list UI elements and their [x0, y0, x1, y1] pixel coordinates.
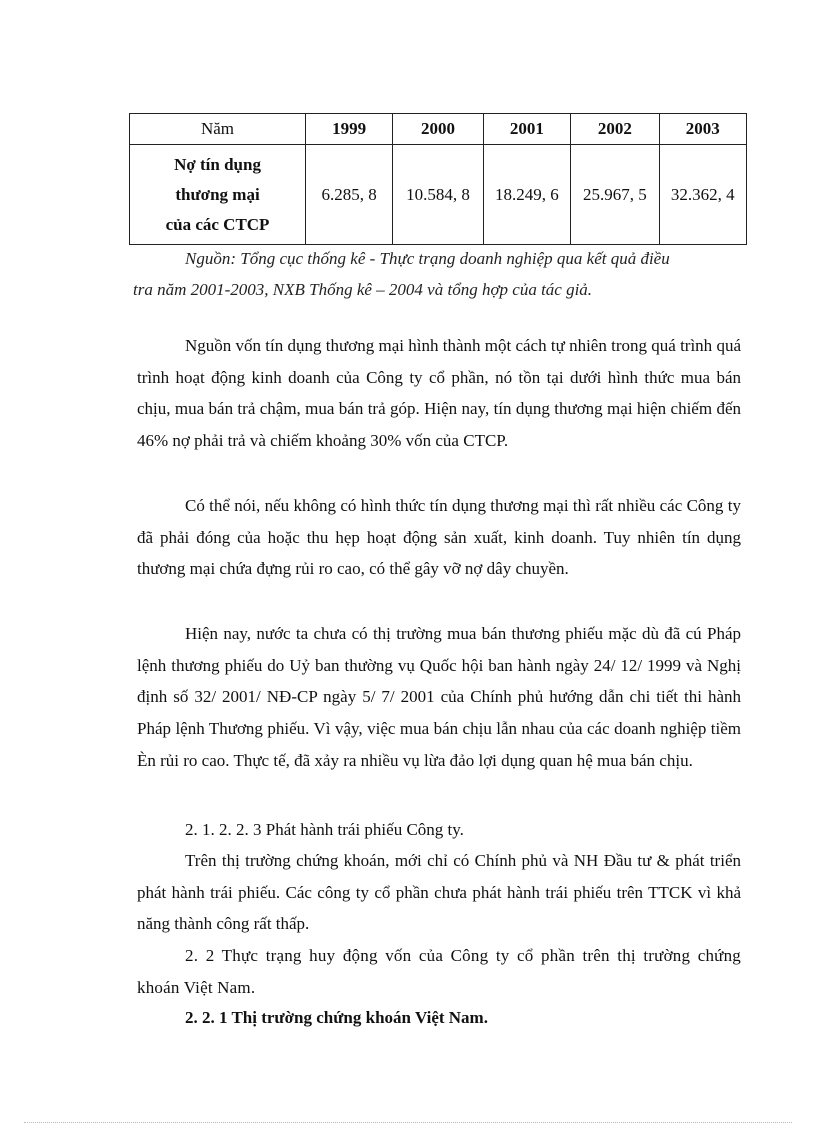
source-line: Nguồn: Tổng cục thống kê - Thực trạng doanh nghiệp qua kết quả điều [185, 249, 670, 268]
year-cell: 1999 [306, 114, 393, 145]
row-label-line: của các CTCP [165, 214, 270, 234]
row-label [130, 145, 306, 245]
year-cell: 2002 [571, 114, 659, 145]
header-year-label: Năm [130, 114, 306, 145]
paragraph: Hiện nay, nước ta chưa có thị trường mua bán thương phiếu mặc dù đã cú Pháp lệnh thương phiếu do Uỷ ban thường vụ Quốc hội ban hành ngày 24/ 12/ 1999 và Nghị định số 32/ 2001/ NĐ-CP ngày 5/ 7/ 2001 của Chính phủ hướng dẫn chi tiết thi hành Pháp lệnh Thương phiếu. Vì vậy, việc mua bán chịu lẫn nhau của các doanh nghiệp tiềm Èn rủi ro cao. Thực tế, đã xảy ra nhiều vụ lừa đảo lợi dụng quan hệ mua bán chịu. [137, 624, 741, 770]
table-header-row [130, 114, 747, 145]
table-row [130, 145, 747, 245]
row-label-line: Nợ tín dụng [174, 154, 261, 174]
value-cell: 6.285, 8 [306, 145, 393, 245]
value-cell: 25.967, 5 [571, 145, 659, 245]
section-heading: 2. 1. 2. 2. 3 Phát hành trái phiếu Công ty. [185, 820, 464, 839]
paragraph: Nguồn vốn tín dụng thương mại hình thành một cách tự nhiên trong quá trình quá trình hoạt động kinh doanh của Công ty cổ phần, nó tồn tại dưới hình thức mua bán chịu, mua bán trả chậm, mua bán trả góp. Hiện nay, tín dụng thương mại hiện chiếm đến 46% nợ phải trả và chiếm khoảng 30% vốn của CTCP. [137, 336, 741, 451]
row-label-line: thương mại [175, 184, 260, 204]
table-source-note [133, 243, 741, 305]
value-cell: 18.249, 6 [483, 145, 570, 245]
section-heading-bold: 2. 2. 1 Thị trường chứng khoán Việt Nam. [185, 1008, 488, 1027]
paragraph: Có thể nói, nếu không có hình thức tín dụng thương mại thì rất nhiều các Công ty đã phải đóng của hoặc thu hẹp hoạt động sản xuất, kinh doanh. Tuy nhiên tín dụng thương mại chứa đựng rủi ro cao, có thể gây vỡ nợ dây chuyền. [137, 496, 741, 579]
credit-table [129, 113, 747, 245]
year-cell: 2001 [483, 114, 570, 145]
year-cell: 2003 [659, 114, 746, 145]
paragraph: Trên thị trường chứng khoán, mới chỉ có Chính phủ và NH Đầu tư & phát triển phát hành trái phiếu. Các công ty cổ phần chưa phát hành trái phiếu trên TTCK vì khả năng thành công rất thấp. [137, 851, 741, 934]
value-cell: 10.584, 8 [393, 145, 483, 245]
year-cell: 2000 [393, 114, 483, 145]
value-cell: 32.362, 4 [659, 145, 746, 245]
section-heading: 2. 2 Thực trạng huy động vốn của Công ty cổ phần trên thị trường chứng khoán Việt Nam. [137, 946, 741, 997]
source-line: tra năm 2001-2003, NXB Thống kê – 2004 và tổng hợp của tác giả. [133, 280, 593, 299]
